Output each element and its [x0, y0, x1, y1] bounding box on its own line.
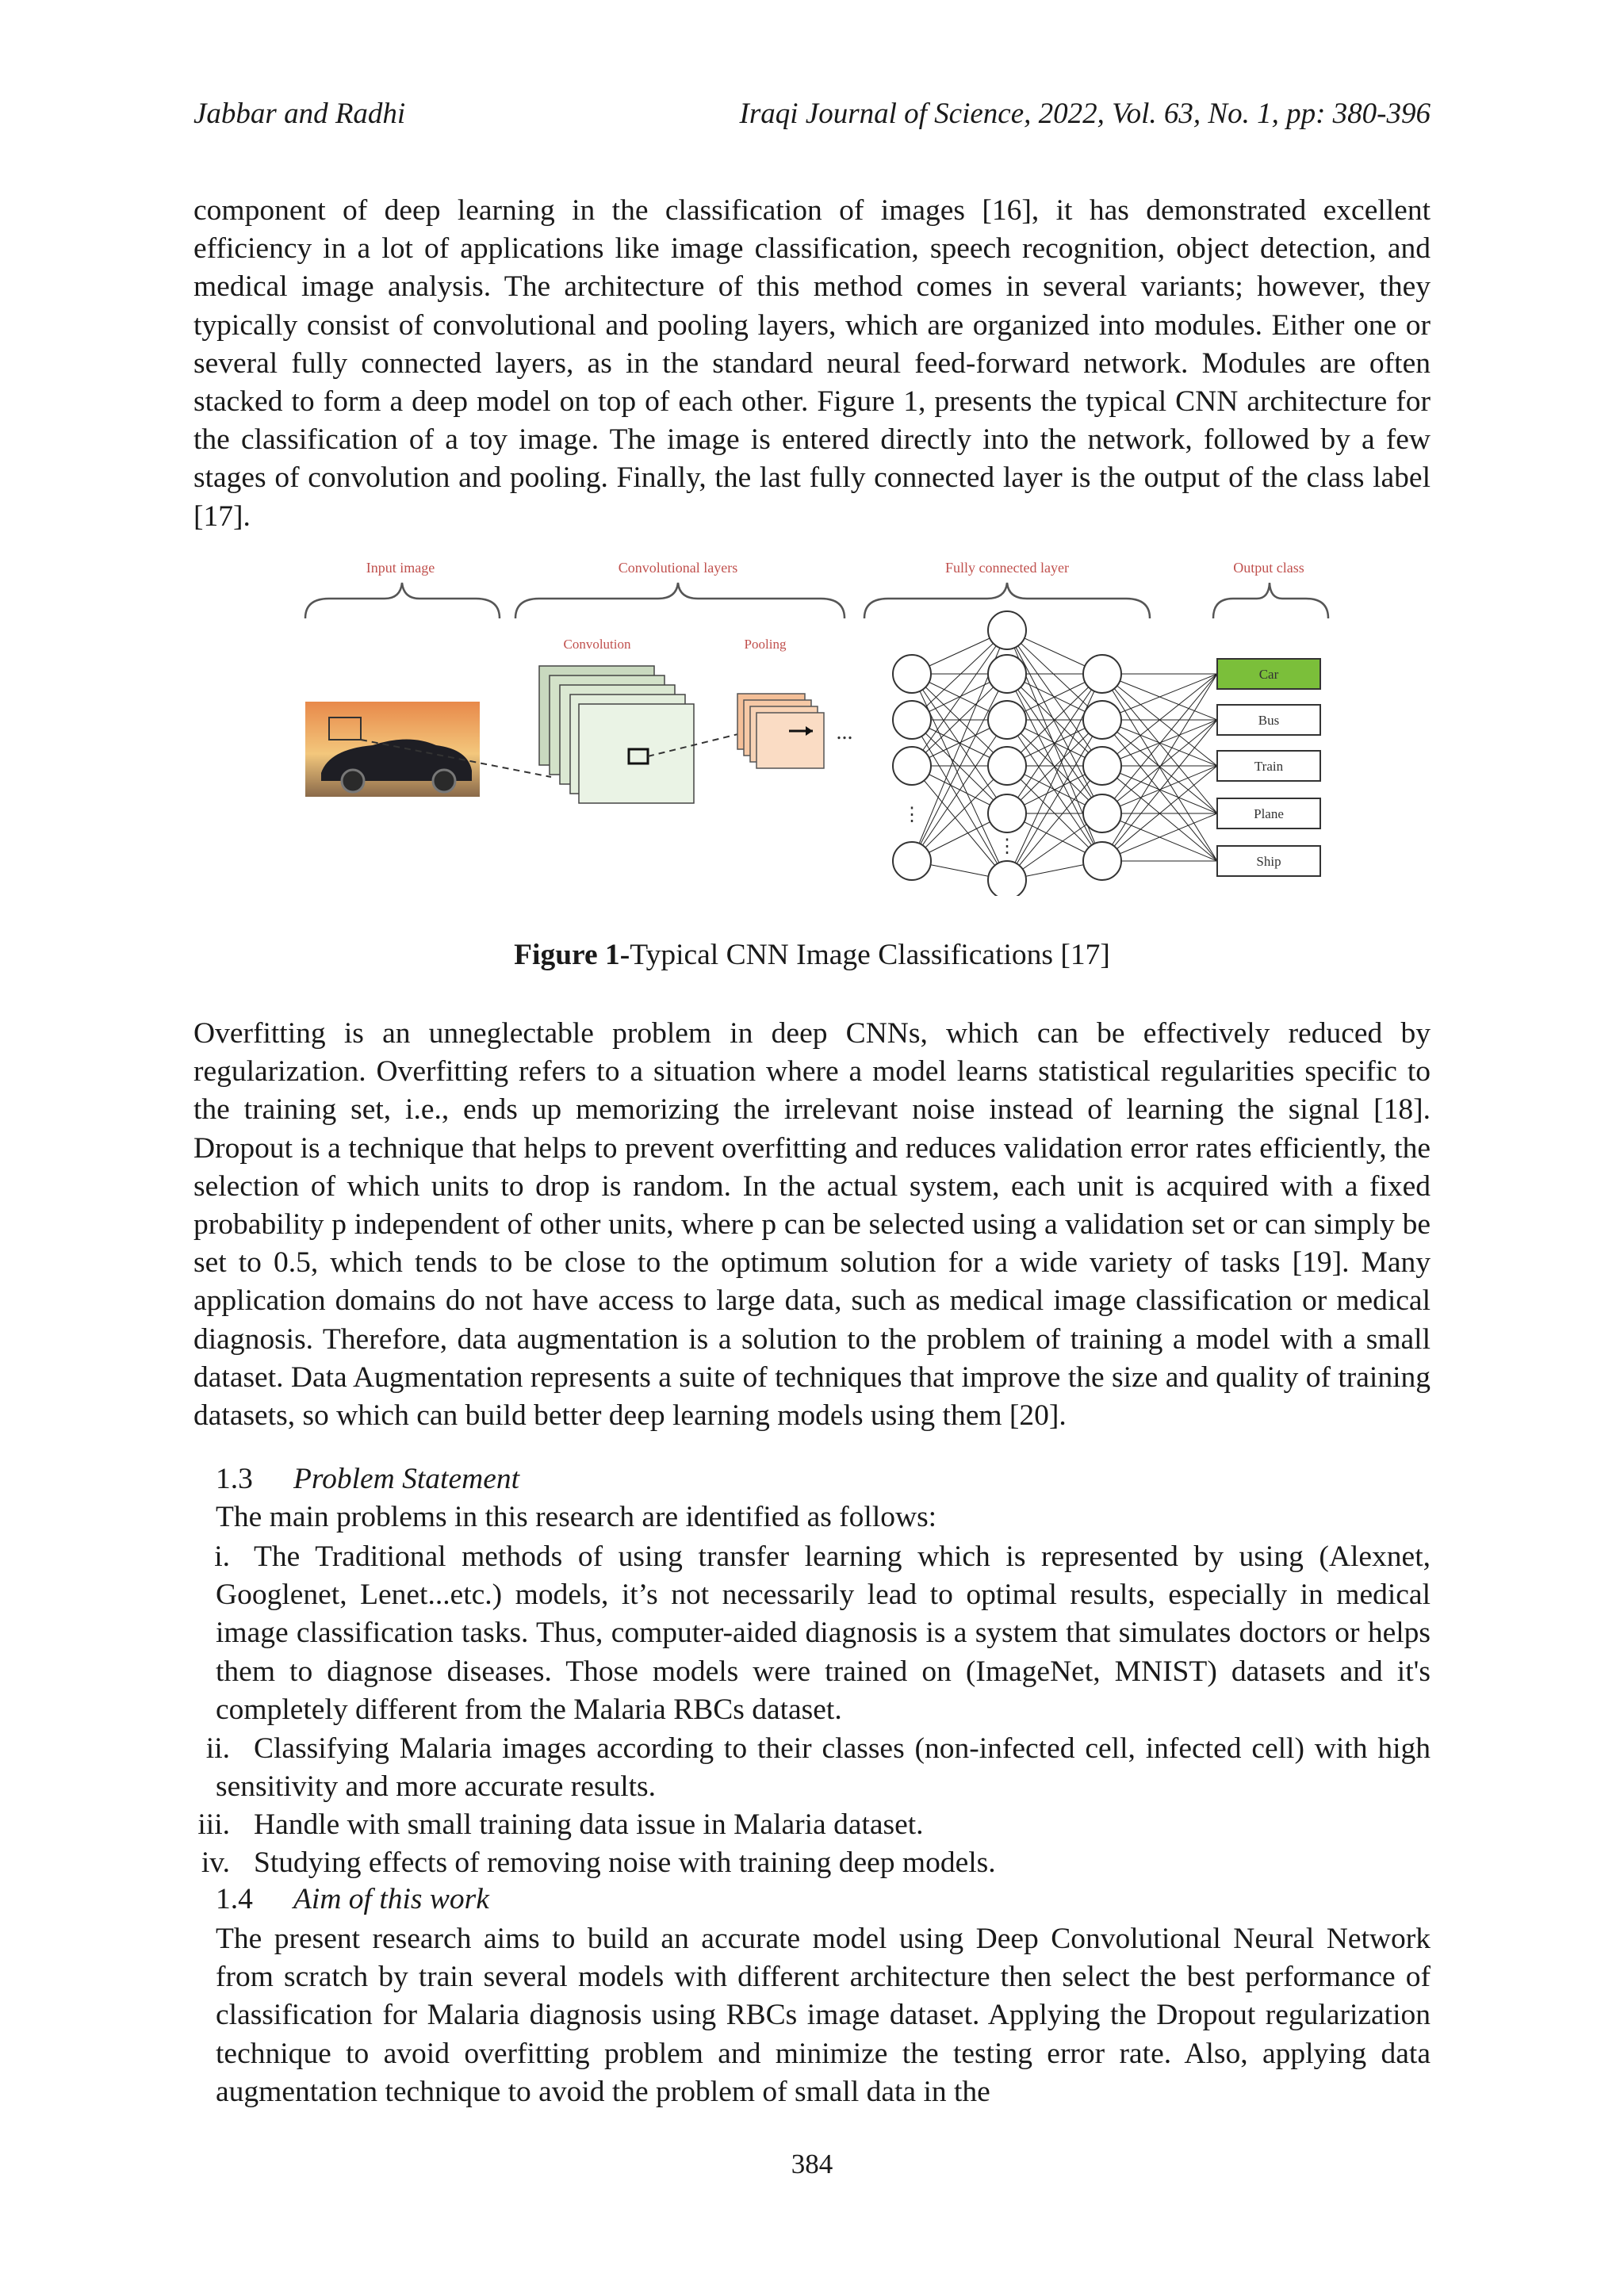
neuron-node: [893, 655, 931, 693]
neuron-node: [988, 861, 1026, 896]
car-wheel-icon: [433, 770, 455, 792]
output-class-label: Plane: [1254, 806, 1284, 821]
neuron-node: [988, 701, 1026, 739]
section-1-3-heading: [216, 1462, 519, 1496]
list-item-text: Handle with small training data issue in Malaria dataset.: [254, 1808, 924, 1841]
page-number: 384: [791, 2149, 833, 2179]
section-title: Aim of this work: [293, 1883, 489, 1915]
convolution-stack: [539, 666, 694, 803]
brace-input: [305, 583, 500, 618]
list-marker: ii.: [205, 1732, 230, 1765]
output-class-label: Train: [1254, 759, 1284, 774]
header-authors: Jabbar and Radhi: [193, 98, 406, 130]
fc-edge: [912, 720, 1007, 861]
neuron-node: [1083, 701, 1121, 739]
list-item: [205, 1730, 1431, 1806]
section-1-4-paragraph: The present research aims to build an accurate model using Deep Convolutional Neural Network from scratch by train several models with different architecture then select the best performance of classification for Malaria diagnosis using RBCs image dataset. Applying the Dropout regularization technique to avoid overfitting problem and minimize the testing error rate. Also, applying data augmentation technique to avoid the problem of small data in the: [216, 1923, 1431, 2108]
neuron-node: [1083, 747, 1121, 785]
list-marker: i.: [214, 1540, 230, 1573]
neuron-node: [988, 794, 1026, 832]
list-item-text: Classifying Malaria images according to their classes (non-infected cell, infected cell) with high sensitivity and more accurate results.: [216, 1732, 1431, 1804]
list-item: [197, 1806, 1431, 1844]
caption-text: Typical CNN Image Classifications [17]: [630, 939, 1110, 971]
fc-edges: [912, 630, 1217, 880]
pool-map: [756, 713, 824, 768]
label-conv-layers: Convolutional layers: [618, 560, 738, 576]
figure-caption: [193, 938, 1431, 972]
neuron-node: [988, 655, 1026, 693]
car-wheel-icon: [342, 770, 364, 792]
section-number: 1.3: [216, 1463, 253, 1495]
neuron-node: [893, 701, 931, 739]
neuron-node: [893, 747, 931, 785]
header-journal: Iraqi Journal of Science, 2022, Vol. 63, No. 1, pp: 380-396: [739, 98, 1431, 130]
input-image: [305, 702, 480, 797]
list-item-text: Studying effects of removing noise with training deep models.: [254, 1846, 996, 1879]
conv-map: [579, 704, 694, 803]
neuron-node: [988, 747, 1026, 785]
braces: [305, 583, 1328, 618]
neuron-node: [1083, 842, 1121, 880]
neuron-node: [988, 611, 1026, 649]
output-class-label: Ship: [1256, 854, 1281, 869]
list-marker: iv.: [201, 1846, 230, 1879]
figure-1: [297, 555, 1336, 896]
list-item: [216, 1538, 1431, 1729]
label-convolution: Convolution: [563, 637, 631, 652]
body-paragraph-2: Overfitting is an unneglectable problem in deep CNNs, which can be effectively reduced by regularization. Overfitting refers to a situation where a model learns statistical regularities specific to the training set, i.e., ends up memorizing the irrelevant noise instead of learning the signal [18]. Dropout is a technique that helps to prevent overfitting and reduces validation error rates efficiently, the selection of which units to drop is random. In the actual system, each unit is acquired with a fixed probability p independent of other units, where p can be selected using a validation set or can simply be set to 0.5, which tends to be close to the optimum solution for a wide variety of tasks [19]. Many application domains do not have access to large data, such as medical image classification or medical diagnosis. Therefore, data augmentation is a solution to the problem of training a model with a small dataset. Data Augmentation represents a suite of techniques that improve the size and quality of training datasets, so which can build better deep learning models using them [20].: [193, 1017, 1431, 1433]
brace-conv: [515, 583, 845, 618]
label-output-class: Output class: [1233, 560, 1304, 576]
caption-label: Figure 1-: [514, 939, 630, 971]
neuron-node: [1083, 794, 1121, 832]
body-paragraph-1: component of deep learning in the classification of images [16], it has demonstrated excellent efficiency in a lot of applications like image classification, speech recognition, object detection, and medical image analysis. The architecture of this method comes in several variants; however, they typically consist of convolutional and pooling layers, which are organized into modules. Either one or several fully connected layers, as in the standard neural feed-forward network. Modules are often stacked to form a deep model on top of each other. Figure 1, presents the typical CNN architecture for the classification of a toy image. The image is entered directly into the network, followed by a few stages of convolution and pooling. Finally, the last fully connected layer is the output of the class label [17].: [193, 194, 1431, 533]
vertical-ellipsis-2: ⋮: [998, 836, 1017, 857]
label-pooling: Pooling: [744, 637, 787, 652]
list-marker: iii.: [197, 1808, 230, 1841]
list-item-text: The Traditional methods of using transfer learning which is represented by using (Alexnet, Googlenet, Lenet...etc.) models, it’s not necessarily lead to optimal results, especially in medical image classification tasks. Thus, computer-aided diagnosis is a system that simulates doctors or helps them to diagnose diseases. Those models were trained on (ImageNet, MNIST) datasets and it's completely different from the Malaria RBCs dataset.: [216, 1540, 1431, 1726]
vertical-ellipsis-1: ⋮: [902, 805, 921, 825]
neuron-node: [1083, 655, 1121, 693]
label-fc-layer: Fully connected layer: [945, 560, 1069, 576]
section-title: Problem Statement: [293, 1463, 520, 1495]
section-1-4-heading: [216, 1882, 489, 1916]
running-header: [193, 97, 1431, 136]
neuron-node: [893, 842, 931, 880]
section-number: 1.4: [216, 1883, 253, 1915]
section-1-3-intro: The main problems in this research are identified as follows:: [216, 1501, 937, 1533]
cnn-diagram: [297, 555, 1336, 896]
output-class-label: Car: [1258, 667, 1279, 682]
output-class-label: Bus: [1258, 713, 1280, 728]
label-input-image: Input image: [366, 560, 435, 576]
list-item: [201, 1844, 1431, 1882]
fc-edge: [1007, 720, 1102, 861]
output-classes: [1217, 659, 1320, 876]
brace-output: [1213, 583, 1328, 618]
ellipsis: ...: [836, 720, 853, 744]
